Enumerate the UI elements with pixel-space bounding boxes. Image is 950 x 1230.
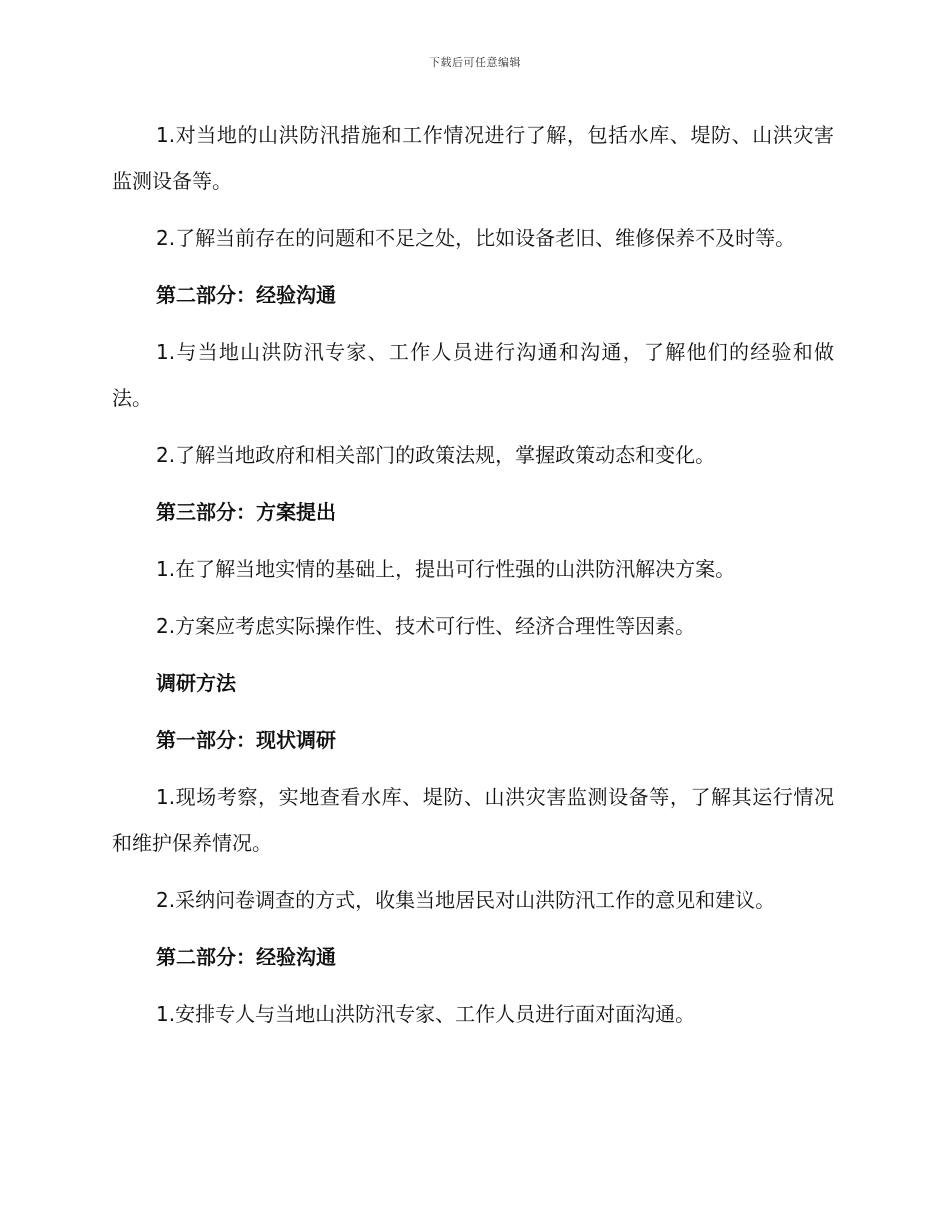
- paragraph-questionnaire: 2.采纳问卷调查的方式，收集当地居民对山洪防汛工作的意见和建议。: [156, 888, 776, 912]
- paragraph-expert-communication: 1.与当地山洪防汛专家、工作人员进行沟通和沟通，了解他们的经验和做法。: [112, 340, 834, 410]
- section-heading-status-survey: 第一部分：现状调研: [156, 728, 336, 752]
- section-heading-methods: 调研方法: [156, 671, 236, 695]
- paragraph-policy-understanding: 2.了解当地政府和相关部门的政策法规，掌握政策动态和变化。: [156, 443, 716, 467]
- section-heading-experience-2: 第二部分：经验沟通: [156, 945, 336, 969]
- paragraph-site-inspection: 1.现场考察，实地查看水库、堤防、山洪灾害监测设备等，了解其运行情况和维护保养情况。: [112, 785, 834, 855]
- section-heading-proposal: 第三部分：方案提出: [156, 500, 336, 524]
- page-header: 下载后可任意编辑: [429, 56, 521, 69]
- paragraph-status-understanding: 1.对当地的山洪防汛措施和工作情况进行了解，包括水库、堤防、山洪灾害监测设备等。: [112, 123, 834, 193]
- section-heading-experience: 第二部分：经验沟通: [156, 283, 336, 307]
- paragraph-face-to-face: 1.安排专人与当地山洪防汛专家、工作人员进行面对面沟通。: [156, 1002, 696, 1026]
- paragraph-existing-problems: 2.了解当前存在的问题和不足之处，比如设备老旧、维修保养不及时等。: [156, 226, 796, 250]
- paragraph-proposal-solution: 1.在了解当地实情的基础上，提出可行性强的山洪防汛解决方案。: [156, 557, 736, 581]
- paragraph-proposal-factors: 2.方案应考虑实际操作性、技术可行性、经济合理性等因素。: [156, 614, 696, 638]
- document-body: [112, 112, 834, 1048]
